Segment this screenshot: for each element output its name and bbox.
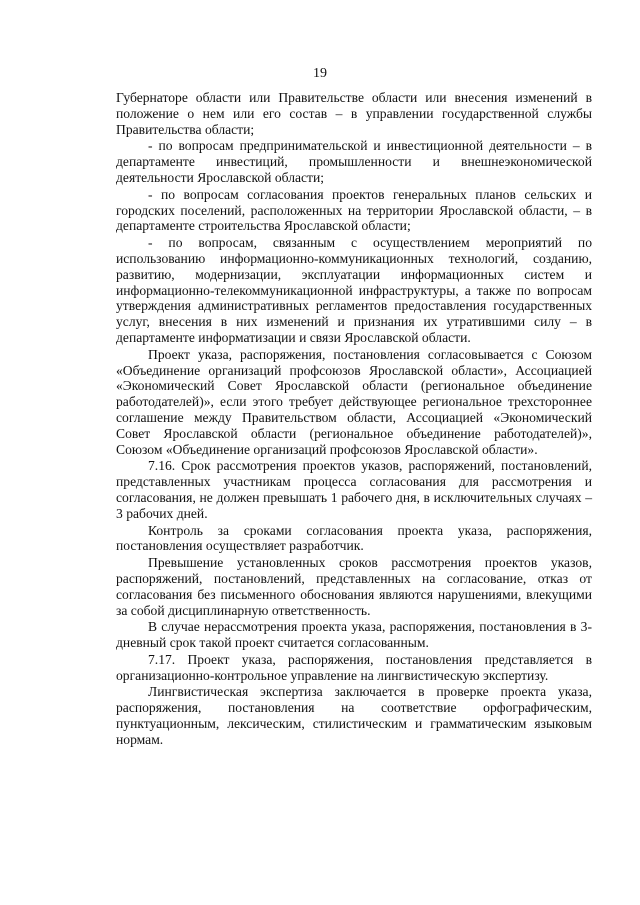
paragraph-general-plans: - по вопросам согласования проектов генеральных планов сельских и городских поселений, расположенных на территории Ярославской области, – в департаменте строительства Ярославской области; [116,186,592,234]
page-number: 19 [313,66,327,81]
paragraph-deadline-control: Контроль за сроками согласования проекта указа, распоряжения, постановления осуществляет разработчик. [116,522,592,554]
paragraph-7-17: 7.17. Проект указа, распоряжения, постановления представляется в организационно-контрольное управление на лингвистическую экспертизу. [116,651,592,683]
paragraph-auto-approval: В случае нерассмотрения проекта указа, распоряжения, постановления в 3-дневный срок такой проект считается согласованным. [116,619,592,651]
paragraph-violations: Превышение установленных сроков рассмотрения проектов указов, распоряжений, постановлений, представленных на согласование, отказ от согласования без письменного обоснования являются нарушениями, влекущими за собой дисциплинарную ответственность. [116,555,592,618]
paragraph-ict: - по вопросам, связанным с осуществлением мероприятий по использованию информационно-коммуникационных технологий, созданию, развитию, модернизации, эксплуатации информационных систем и информационно-телекоммуникационной инфраструктуры, а также по вопросам утверждения административных регламентов предоставления государственных услуг, внесения в них изменений и признания их утратившими силу – в департаменте информатизации и связи Ярославской области. [116,235,592,345]
paragraph-linguistic-review: Лингвистическая экспертиза заключается в проверке проекта указа, распоряжения, постановления на соответствие орфографическим, пунктуационным, лексическим, стилистическим и грамматическим языковым нормам. [116,684,592,747]
paragraph-continuation: Губернаторе области или Правительстве области или внесения изменений в положение о нем или его состав – в управлении государственной службы Правительства области; [116,90,592,137]
paragraph-entrepreneurship: - по вопросам предпринимательской и инвестиционной деятельности – в департаменте инвестиций, промышленности и внешнеэкономической деятельности Ярославской области; [116,138,592,185]
paragraph-unions-approval: Проект указа, распоряжения, постановления согласовывается с Союзом «Объединение организаций профсоюзов Ярославской области», Ассоциацией «Экономический Совет Ярославской области (региональное объединение работодателей)», если этого требует действующее региональное трехстороннее соглашение между Правительством области, Ассоциацией «Экономический Совет Ярославской области (региональное объединение работодателей)», Союзом «Объединение организаций профсоюзов Ярославской области». [116,346,592,457]
document-body [116,90,592,748]
paragraph-7-16: 7.16. Срок рассмотрения проектов указов, распоряжений, постановлений, представленных участникам процесса согласования для рассмотрения и согласования, не должен превышать 1 рабочего дня, в исключительных случаях – 3 рабочих дней. [116,458,592,521]
